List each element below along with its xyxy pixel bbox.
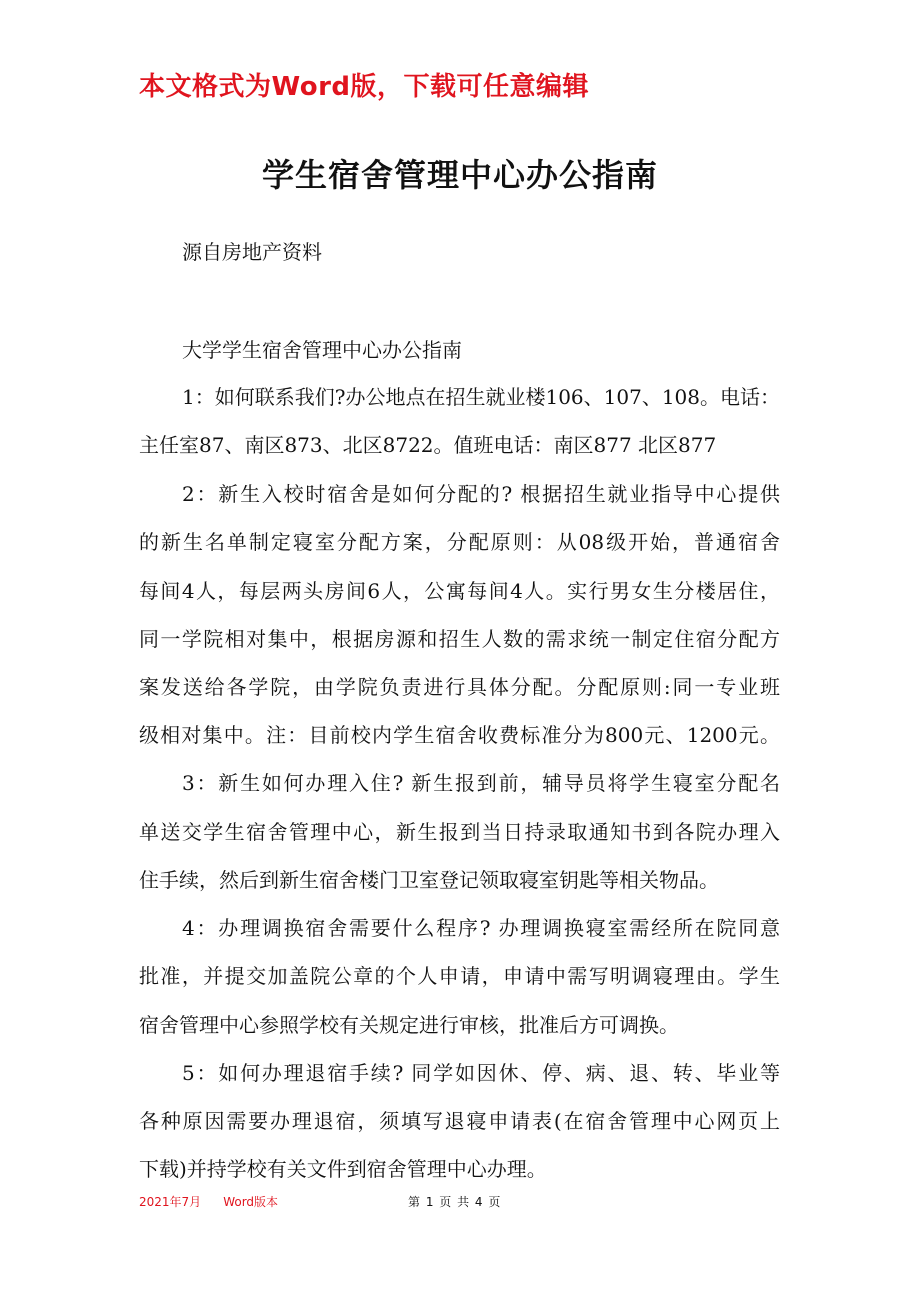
body-line: 每间4人，每层两头房间6人，公寓每间4人。实行男女生分楼居住， [139, 579, 780, 603]
body-line: 大学学生宿舍管理中心办公指南 [182, 338, 462, 362]
body-line: 4：办理调换宿舍需要什么程序? 办理调换寝室需经所在院同意 [182, 916, 780, 940]
body-line: 主任室87、南区873、北区8722。值班电话：南区877 北区877 [139, 433, 717, 457]
body-line: 同一学院相对集中，根据房源和招生人数的需求统一制定住宿分配方 [139, 627, 780, 651]
body-line: 3：新生如何办理入住? 新生报到前，辅导员将学生寝室分配名 [182, 771, 780, 795]
format-notice: 本文格式为Word版，下载可任意编辑 [139, 72, 590, 102]
footer-date: 2021年7月 [139, 1195, 202, 1209]
body-line: 2：新生入校时宿舍是如何分配的? 根据招生就业指导中心提供 [182, 482, 780, 506]
body-line: 案发送给各学院，由学院负责进行具体分配。分配原则:同一专业班 [139, 675, 780, 699]
page-title: 学生宿舍管理中心办公指南 [261, 156, 658, 194]
page-number: 第 1 页 共 4 页 [408, 1195, 502, 1209]
body-line: 下载)并持学校有关文件到宿舍管理中心办理。 [139, 1157, 547, 1181]
footer-version: Word版本 [223, 1195, 279, 1209]
body-line: 1：如何联系我们?办公地点在招生就业楼106、107、108。电话： [182, 385, 780, 409]
body-line: 宿舍管理中心参照学校有关规定进行审核，批准后方可调换。 [139, 1013, 679, 1037]
body-line: 各种原因需要办理退宿，须填写退寝申请表(在宿舍管理中心网页上 [139, 1109, 780, 1133]
body-line: 级相对集中。注：目前校内学生宿舍收费标准分为800元、1200元。 [139, 723, 780, 747]
footer-left [139, 1193, 278, 1210]
body-line: 批准，并提交加盖院公章的个人申请，申请中需写明调寝理由。学生 [139, 964, 780, 988]
body-line: 单送交学生宿舍管理中心，新生报到当日持录取通知书到各院办理入 [139, 820, 780, 844]
body-line: 的新生名单制定寝室分配方案，分配原则：从08级开始，普通宿舍 [139, 530, 780, 554]
body-line: 5：如何办理退宿手续? 同学如因休、停、病、退、转、毕业等 [182, 1061, 780, 1085]
source-line: 源自房地产资料 [182, 240, 322, 264]
body-line: 住手续，然后到新生宿舍楼门卫室登记领取寝室钥匙等相关物品。 [139, 868, 719, 892]
